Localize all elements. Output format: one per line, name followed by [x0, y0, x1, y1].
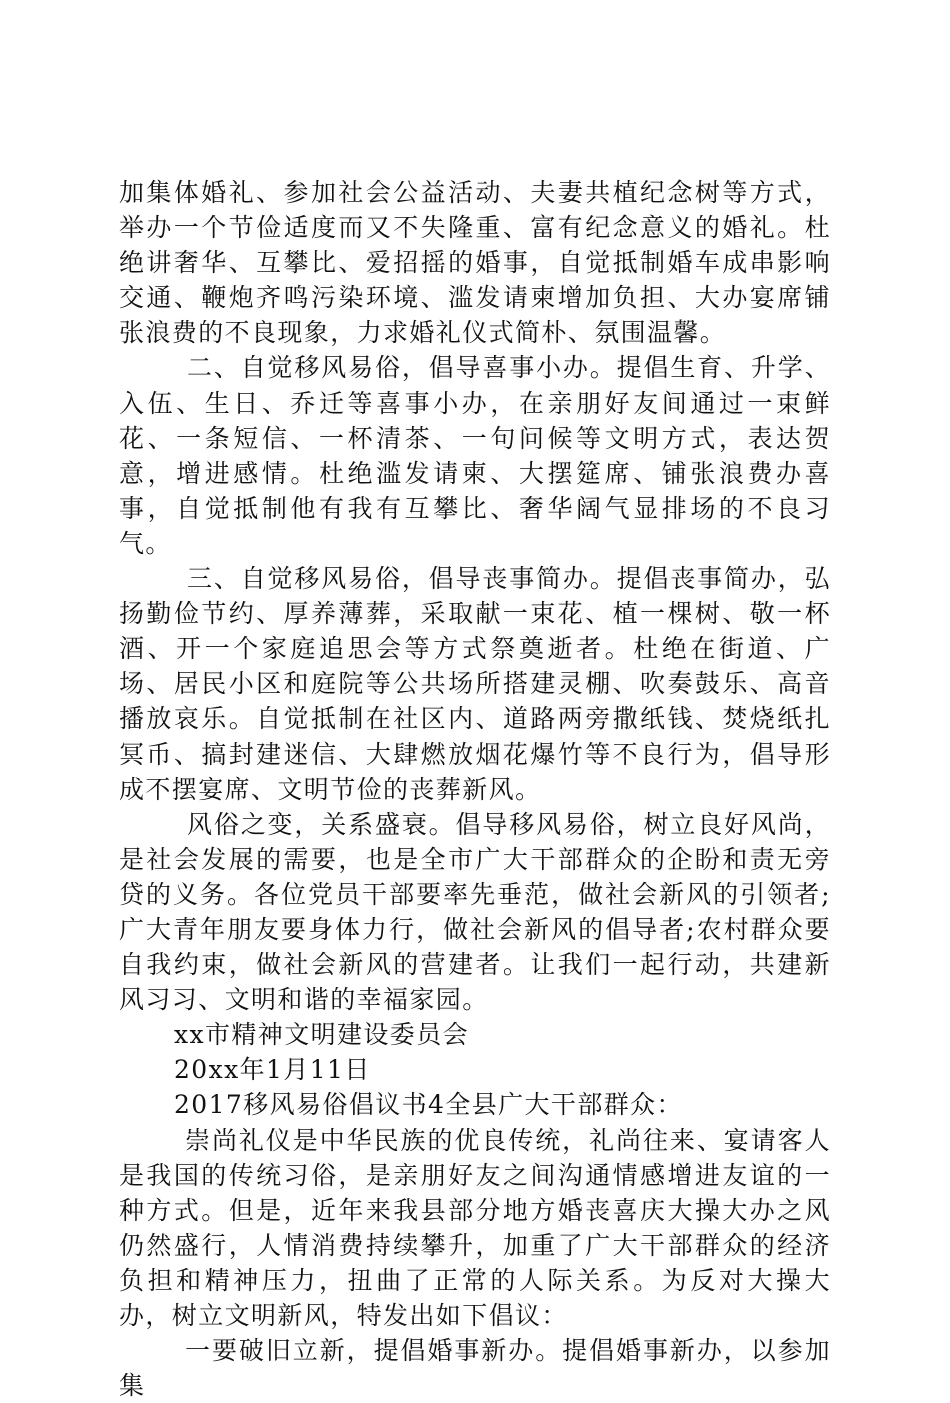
- document-body: [119, 175, 831, 1403]
- paragraph-funerals: 三、自觉移风易俗，倡导丧事简办。提倡丧事简办，弘扬勤俭节约、厚养薄葬，采取献一束花、植一棵树、敬一杯酒、开一个家庭追思会等方式祭奠逝者。杜绝在街道、广场、居民小区和庭院等公共场所搭建灵棚、吹奏鼓乐、高音播放哀乐。自觉抵制在社区内、道路两旁撒纸钱、焚烧纸扎冥币、搞封建迷信、大肆燃放烟花爆竹等不良行为，倡导形成不摆宴席、文明节俭的丧葬新风。: [119, 564, 831, 804]
- paragraph-first-proposal: 一要破旧立新，提倡婚事新办。提倡婚事新办，以参加集: [119, 1336, 831, 1401]
- paragraph-etiquette: 崇尚礼仪是中华民族的优良传统，礼尚往来、宴请客人是我国的传统习俗，是亲朋好友之间沟通情感增进友谊的一种方式。但是，近年来我县部分地方婚丧喜庆大操大办之风仍然盛行，人情消费持续攀升，加重了广大干部群众的经济负担和精神压力，扭曲了正常的人际关系。为反对大操大办，树立文明新风，特发出如下倡议：: [119, 1125, 831, 1330]
- paragraph-wedding-continuation: 加集体婚礼、参加社会公益活动、夫妻共植纪念树等方式，举办一个节俭适度而又不失隆重、富有纪念意义的婚礼。杜绝讲奢华、互攀比、爱招摇的婚事，自觉抵制婚车成串影响交通、鞭炮齐鸣污染环境、滥发请柬增加负担、大办宴席铺张浪费的不良现象，力求婚礼仪式简朴、氛围温馨。: [119, 178, 831, 348]
- signature-date: 20xx年1月11日: [174, 1055, 371, 1085]
- paragraph-conclusion: 风俗之变，关系盛衰。倡导移风易俗，树立良好风尚，是社会发展的需要，也是全市广大干部群众的企盼和责无旁贷的义务。各位党员干部要率先垂范，做社会新风的引领者;广大青年朋友要身体力行，做社会新风的倡导者;农村群众要自我约束，做社会新风的营建者。让我们一起行动，共建新风习习、文明和谐的幸福家园。: [119, 809, 831, 1015]
- section-heading: 2017移风易俗倡议书4全县广大干部群众：: [174, 1090, 683, 1120]
- signature-organization: xx市精神文明建设委员会: [174, 1020, 469, 1050]
- paragraph-happy-events: 二、自觉移风易俗，倡导喜事小办。提倡生育、升学、入伍、生日、乔迁等喜事小办，在亲朋好友间通过一束鲜花、一条短信、一杯清茶、一句问候等文明方式，表达贺意，增进感情。杜绝滥发请柬、大摆筵席、铺张浪费办喜事，自觉抵制他有我有互攀比、奢华阔气显排场的不良习气。: [119, 353, 831, 558]
